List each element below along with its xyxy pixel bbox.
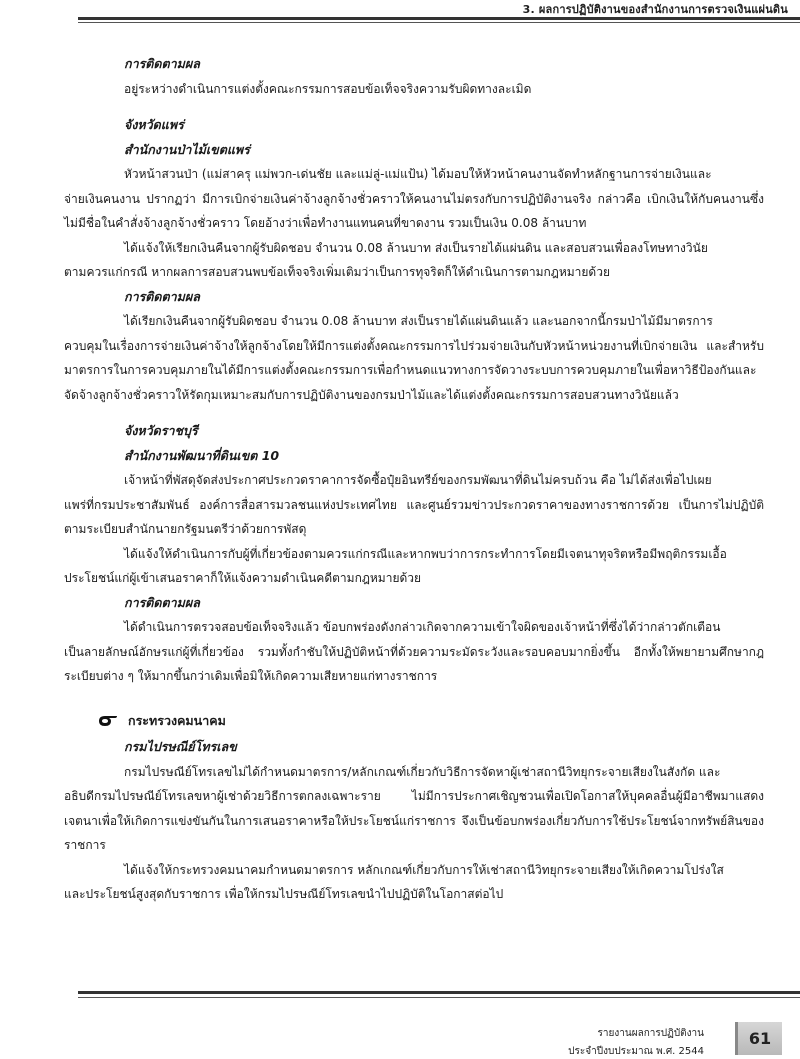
paragraph: ได้แจ้งให้กระทรวงคมนาคมกำหนดมาตรการ หลักเกณฑ์เกี่ยวกับการให้เช่าสถานีวิทยุกระจายเสียงให้เกิดความโปร่งใส และประโยชน์สูงสุดกับราชการ เพื่อให้กรมไปรษณีย์โทรเลขนำไปปฏิบัติในโอกาสต่อไป — [64, 862, 724, 901]
paragraph: หัวหน้าสวนป่า (แม่สาครุ แม่พวก-เด่นชัย และแม่ลู่-แม่แป้น) ได้มอบให้หัวหน้าคนงานจัดทำหลักฐานการจ่ายเงินและ จ่ายเงินคนงาน ปรากฏว่า มีการเบิกจ่ายเงินค่าจ้างลูกจ้างชั่วคราวให้คนงานไม่ตรงกับการปฏิบัติงานจริง กล่าวคือ เบิกเงินให้กับคนงานซึ่งไม่มีชื่อในคำสั่งจ้างลูกจ้างชั่วคราว โดยอ้างว่าเพื่อทำงานแทนคนที่ขาดงาน รวมเป็นเงิน 0.08 ล้านบาท — [64, 167, 764, 230]
office-heading-ratchaburi: สำนักงานพัฒนาที่ดินเขต 10 — [124, 447, 280, 463]
paragraph: ได้ดำเนินการตรวจสอบข้อเท็จจริงแล้ว ข้อบกพร่องดังกล่าวเกิดจากความเข้าใจผิดของเจ้าหน้าที่ซึ่งได้ว่ากล่าวตักเตือน เป็นลายลักษณ์อักษรแก่ผู้ที่เกี่ยวข้อง รวมทั้งกำชับให้ปฏิบัติหน้าที่ด้วยความระมัดระวังและรอบคอบมากยิ่งขึ้น อีกทั้งให้พยายามศึกษากฎ ระเบียบต่าง ๆ ให้มากขึ้นกว่าเดิมเพื่อมิให้เกิดความเสียหายแก่ทางราชการ — [64, 620, 764, 683]
followup-heading: การติดตามผล — [124, 56, 200, 71]
followup-text: อยู่ระหว่างดำเนินการแต่งตั้งคณะกรรมการสอบข้อเท็จจริงความรับผิดทางละเมิด — [124, 81, 532, 96]
header-rule-thin — [78, 22, 800, 23]
footer-fiscal-year: ประจำปีงบประมาณ พ.ศ. 2544 — [568, 1046, 704, 1057]
running-header: 3. ผลการปฏิบัติงานของสำนักงานการตรวจเงินแผ่นดิน — [522, 3, 788, 16]
paragraph: ได้แจ้งให้ดำเนินการกับผู้ที่เกี่ยวข้องตามควรแก่กรณีและหากพบว่าการกระทำการโดยมีเจตนาทุจริตหรือมีพฤติกรรมเอื้อ ประโยชน์แก่ผู้เข้าเสนอราคาก็ให้แจ้งความดำเนินคดีตามกฎหมายด้วย — [64, 546, 727, 585]
province-heading-ratchaburi: จังหวัดราชบุรี — [124, 423, 198, 438]
hand-pointer-icon — [98, 715, 118, 727]
page-content — [64, 52, 764, 907]
page-number: 61 — [735, 1022, 782, 1055]
footer-rule-thin — [78, 997, 800, 998]
followup-heading: การติดตามผล — [124, 288, 200, 304]
header-rule — [78, 17, 800, 20]
paragraph: ได้แจ้งให้เรียกเงินคืนจากผู้รับผิดชอบ จำนวน 0.08 ล้านบาท ส่งเป็นรายได้แผ่นดิน และสอบสวนเพื่อลงโทษทางวินัย ตามควรแก่กรณี หากผลการสอบสวนพบข้อเท็จจริงเพิ่มเติมว่าเป็นการทุจริตก็ให้ดำเนินการตามกฎหมายด้วย — [64, 240, 708, 279]
paragraph: ได้เรียกเงินคืนจากผู้รับผิดชอบ จำนวน 0.08 ล้านบาท ส่งเป็นรายได้แผ่นดินแล้ว และนอกจากนี้กรมป่าไม้มีมาตรการ ควบคุมในเรื่องการจ่ายเงินค่าจ้างให้ลูกจ้างโดยให้มีการแต่งตั้งคณะกรรมการไปร่วมจ่ายเงินกับหัวหน้าหน่วยงานที่เบิกจ่ายเงิน และสำหรับมาตรการในการควบคุมภายในได้มีการแต่งตั้งคณะกรรมการเพื่อกำหนดแนวทางการจัดวางระบบการควบคุมภายในเพื่อหาวิธีป้องกันและจัดจ้างลูกจ้างชั่วคราวให้รัดกุมเหมาะสมกับการปฏิบัติงานของกรมป่าไม้และได้แต่งตั้งคณะกรรมการสอบสวนทางวินัยแล้ว — [64, 314, 764, 402]
ministry-heading: กระทรวงคมนาคม — [64, 709, 764, 734]
footer-rule — [78, 991, 800, 994]
province-heading-phrae: จังหวัดแพร่ — [124, 117, 184, 132]
office-heading-phrae: สำนักงานป่าไม้เขตแพร่ — [124, 141, 250, 157]
paragraph: กรมไปรษณีย์โทรเลขไม่ได้กำหนดมาตรการ/หลักเกณฑ์เกี่ยวกับวิธีการจัดหาผู้เช่าสถานีวิทยุกระจายเสียงในสังกัด และ อธิบดีกรมไปรษณีย์โทรเลขหาผู้เช่าด้วยวิธีการตกลงเฉพาะราย ไม่มีการประกาศเชิญชวนเพื่อเปิดโอกาสให้บุคคลอื่นผู้มีอาชีพมาแสดงเจตนาเพื่อให้เกิดการแข่งขันกันในการเสนอราคาหรือให้ประโยชน์แก่ราชการ จึงเป็นข้อบกพร่องเกี่ยวกับการใช้ประโยชน์จากทรัพย์สินของราชการ — [64, 764, 764, 852]
footer-report-title: รายงานผลการปฏิบัติงาน — [597, 1028, 704, 1039]
paragraph: เจ้าหน้าที่พัสดุจัดส่งประกาศประกวดราคาการจัดซื้อปุ๋ยอินทรีย์ของกรมพัฒนาที่ดินไม่ครบถ้วน คือ ไม่ได้ส่งเพื่อไปเผย แพร่ที่กรมประชาสัมพันธ์ องค์การสื่อสารมวลชนแห่งประเทศไทย และศูนย์รวมข่าวประกวดราคาของทางราชการด้วย เป็นการไม่ปฏิบัติตามระเบียบสำนักนายกรัฐมนตรีว่าด้วยการพัสดุ — [64, 473, 764, 536]
department-heading: กรมไปรษณีย์โทรเลข — [124, 739, 237, 754]
followup-heading: การติดตามผล — [124, 594, 200, 610]
